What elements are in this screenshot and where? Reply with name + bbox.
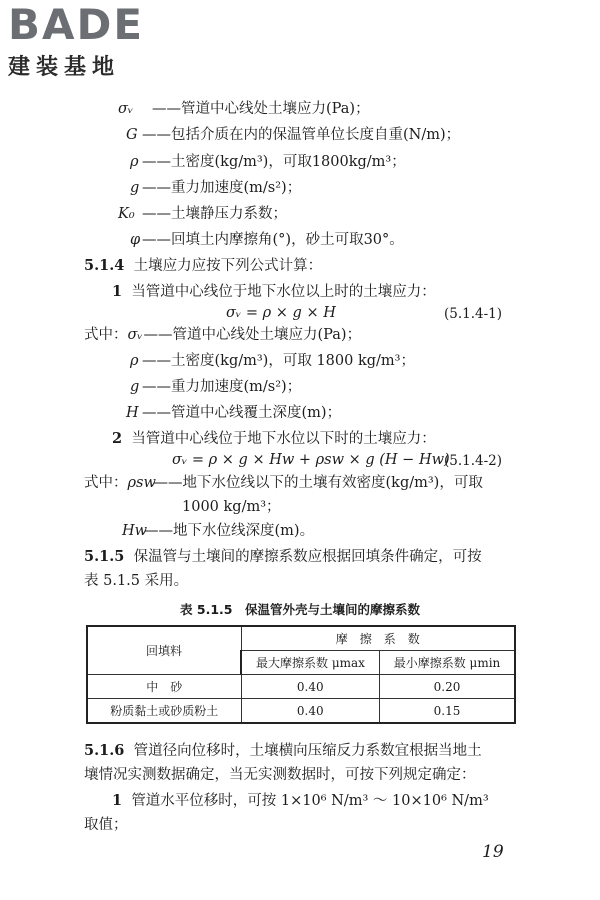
- definition-row: [130, 153, 406, 171]
- logo-subtitle: 建装基地: [8, 55, 121, 80]
- header-max: 最大摩擦系数 μmax: [241, 651, 379, 675]
- definition-row: [118, 205, 287, 223]
- logo-brand: BADE: [8, 0, 145, 49]
- definition-row: [122, 522, 314, 540]
- def-dash: ——: [142, 154, 171, 170]
- definition-row: [130, 378, 301, 396]
- def-symbol: Hw: [122, 523, 148, 539]
- clause-item: [112, 430, 436, 448]
- def-text: 地下水位线深度(m)。: [173, 523, 315, 539]
- def-symbol: g: [130, 180, 140, 196]
- def-text: 包括介质在内的保温管单位长度自重(N/m)；: [171, 127, 461, 143]
- friction-coefficient-table: [86, 625, 516, 724]
- table-row: [87, 699, 515, 724]
- clause-text: 管道径向位移时，土壤横向压缩反力系数宜根据当地土: [133, 743, 482, 759]
- cell-max: 0.40: [241, 699, 379, 724]
- item-text: 管道水平位移时，可按 1×10⁶ N/m³ ～ 10×10⁶ N/m³: [131, 793, 489, 809]
- clause-5-1-6: [84, 742, 482, 760]
- clause-text: 保温管与土壤间的摩擦系数应根据回填条件确定，可按: [133, 549, 482, 565]
- def-text: 管道中心线覆土深度(m)；: [171, 405, 342, 421]
- definition-row: [130, 352, 415, 370]
- clause-number: 5.1.4: [84, 257, 125, 274]
- def-text: 土壤静压力系数；: [171, 206, 287, 222]
- clause-item: [112, 792, 489, 810]
- def-dash: ——: [144, 523, 173, 539]
- def-symbol: σᵥ: [118, 101, 134, 117]
- cell-min: 0.20: [379, 675, 515, 699]
- page-number: 19: [482, 842, 504, 862]
- cell-fill: 粉质黏土或砂质粉土: [87, 699, 241, 724]
- def-text: 管道中心线处土壤应力(Pa)；: [181, 101, 370, 117]
- def-dash: ——: [142, 405, 171, 421]
- definition-row: [84, 474, 483, 492]
- where-prefix: 式中：: [84, 327, 128, 343]
- def-text: 土密度(kg/m³)，可取 1800 kg/m³；: [171, 353, 415, 369]
- formula-5-1-4-2: σᵥ = ρ × g × Hw + ρsw × g (H − Hw): [172, 452, 450, 468]
- def-symbol: σᵥ: [127, 327, 143, 343]
- item-number: 1: [112, 792, 123, 809]
- clause-text-continuation: 表 5.1.5 采用。: [84, 573, 189, 589]
- where-prefix: 式中：: [84, 475, 128, 491]
- definition-row: [118, 100, 370, 118]
- def-dash: ——: [142, 353, 171, 369]
- def-dash: ——: [142, 206, 171, 222]
- item-number: 2: [112, 430, 123, 447]
- def-symbol: H: [126, 405, 139, 421]
- definition-row: [126, 126, 460, 144]
- header-group: 摩 擦 系 数: [241, 626, 515, 651]
- table-title: 表 5.1.5 保温管外壳与土壤间的摩擦系数: [180, 602, 420, 617]
- definition-row: [126, 404, 341, 422]
- def-symbol: K₀: [118, 206, 135, 222]
- clause-5-1-5: [84, 548, 482, 566]
- def-dash: ——: [142, 379, 171, 395]
- def-symbol: g: [130, 379, 140, 395]
- equation-number: (5.1.4-1): [444, 306, 503, 322]
- formula-5-1-4-1: σᵥ = ρ × g × H: [226, 305, 336, 321]
- logo: [8, 0, 145, 81]
- def-text: 管道中心线处土壤应力(Pa)；: [172, 327, 362, 343]
- clause-number: 5.1.6: [84, 742, 125, 759]
- def-symbol: ρ: [130, 353, 139, 369]
- table-header-row: [87, 626, 515, 651]
- def-dash: ——: [153, 475, 183, 491]
- def-symbol: ρsw: [127, 475, 156, 491]
- def-text: 土密度(kg/m³)，可取1800kg/m³；: [171, 154, 406, 170]
- definition-row: [84, 326, 361, 344]
- equation-number: (5.1.4-2): [444, 453, 503, 469]
- header-min: 最小摩擦系数 μmin: [379, 651, 515, 675]
- item-text: 当管道中心线位于地下水位以下时的土壤应力：: [131, 431, 436, 447]
- clause-item: [112, 283, 436, 301]
- def-text: 地下水位线以下的土壤有效密度(kg/m³)，可取: [182, 475, 483, 491]
- item-continuation: 取值；: [84, 817, 128, 833]
- def-text: 重力加速度(m/s²)；: [171, 379, 302, 395]
- def-dash: ——: [142, 127, 171, 143]
- item-text: 当管道中心线位于地下水位以上时的土壤应力：: [131, 284, 436, 300]
- def-dash: ——: [152, 101, 181, 117]
- def-text: 重力加速度(m/s²)；: [171, 180, 302, 196]
- header-fill: 回填料: [87, 626, 241, 675]
- definition-continuation: 1000 kg/m³；: [182, 499, 281, 515]
- cell-fill: 中 砂: [87, 675, 241, 699]
- clause-text: 土壤应力应按下列公式计算：: [133, 258, 323, 274]
- clause-5-1-4: [84, 257, 322, 275]
- def-symbol: ρ: [130, 154, 139, 170]
- item-number: 1: [112, 283, 123, 300]
- def-dash: ——: [142, 180, 171, 196]
- def-dash: ——: [142, 232, 171, 248]
- definition-row: [130, 231, 404, 249]
- clause-number: 5.1.5: [84, 548, 125, 565]
- cell-min: 0.15: [379, 699, 515, 724]
- cell-max: 0.40: [241, 675, 379, 699]
- definition-row: [130, 179, 301, 197]
- table-row: [87, 675, 515, 699]
- def-symbol: φ: [130, 232, 141, 248]
- def-text: 回填土内摩擦角(°)，砂土可取30°。: [171, 232, 404, 248]
- clause-text-continuation: 壤情况实测数据确定，当无实测数据时，可按下列规定确定：: [84, 767, 476, 783]
- def-dash: ——: [143, 327, 173, 343]
- def-symbol: G: [126, 127, 138, 143]
